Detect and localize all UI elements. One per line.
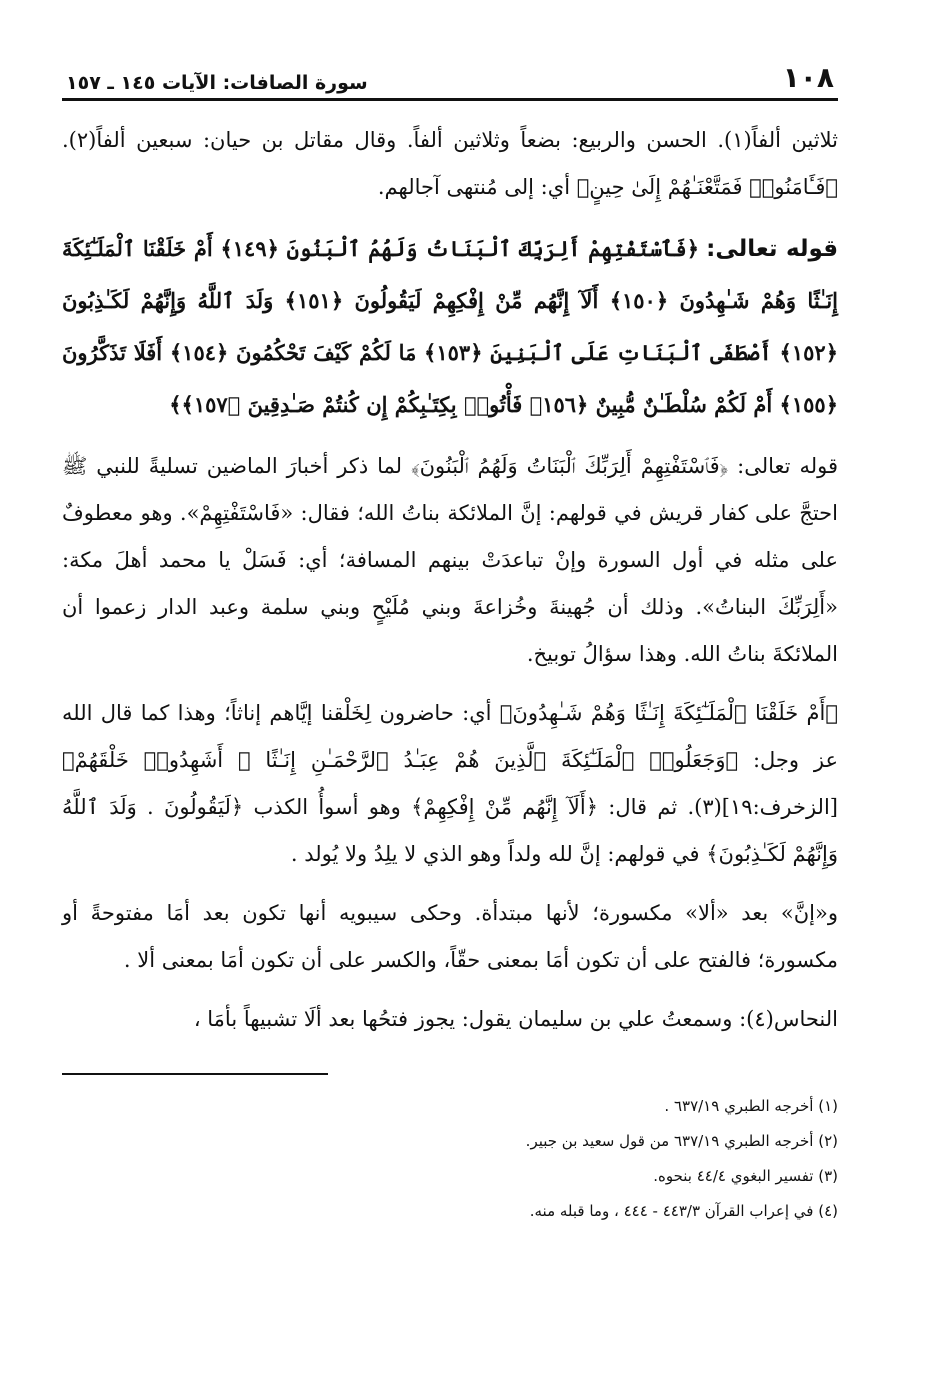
footnote-4: (٤) في إعراب القرآن ٤٤٣/٣ - ٤٤٤ ، وما قبله منه. [529, 1202, 838, 1220]
footnote-2: (٢) أخرجه الطبري ٦٣٧/١٩ من قول سعيد بن جبير. [525, 1132, 838, 1150]
running-title: سورة الصافات: الآيات ١٤٥ ـ ١٥٧ [66, 72, 368, 94]
footnotes [62, 1089, 838, 1229]
commentary-paragraph-2: ﴿أَمْ خَلَقْنَا ٱلْمَلَـٰٓئِكَةَ إِنَـٰثًا وَهُمْ شَـٰهِدُونَ﴾ أي: حاضرون لِخَلْقنا إيَّاهم إناثاً؛ وهذا كما قال الله عز وجل: ﴿وَجَعَلُوا۟ ٱلْمَلَـٰٓئِكَةَ ٱلَّذِينَ هُمْ عِبَـٰدُ ٱلرَّحْمَـٰنِ إِنَـٰثًا ۚ أَشَهِدُوا۟ خَلْقَهُمْ﴾ [الزخرف:١٩](٣). ثم قال: ﴿أَلَآ إِنَّهُم مِّنْ إِفْكِهِمْ﴾ وهو أسوأُ الكذب ﴿لَيَقُولُونَ . وَلَدَ ٱللَّهُ وَإِنَّهُمْ لَكَـٰذِبُونَ﴾ في قولهم: إنَّ لله ولداً وهو الذي لا يلِدُ ولا يُولد . [62, 701, 838, 866]
commentary-paragraph-4: النحاس(٤): وسمعتُ علي بن سليمان يقول: يجوز فتحُها بعد ألَا تشبيهاً بأمَا ، [193, 1007, 838, 1031]
intro-paragraph: ثلاثين ألفاً(١). الحسن والربيع: بضعاً وثلاثين ألفاً. وقال مقاتل بن حيان: سبعين ألفاً(٢). ﴿فَـَٔامَنُوا۟ فَمَتَّعْنَـٰهُمْ إِلَىٰ حِينٍ﴾ أي: إلى مُنتهى آجالهم. [62, 128, 838, 199]
footnote-separator [62, 1073, 328, 1075]
page-number: ١٠٨ [782, 61, 834, 94]
book-page [62, 56, 838, 1229]
commentary-paragraph-3: و«إنَّ» بعد «ألا» مكسورة؛ لأنها مبتدأة. وحكى سيبويه أنها تكون بعد أمَا مفتوحةً أو مكسورة؛ فالفتح على أن تكون أمَا بمعنى حقّاً، والكسر على أن تكون أمَا بمعنى ألا . [62, 901, 838, 972]
footnote-1: (١) أخرجه الطبري ٦٣٧/١٩ . [664, 1097, 838, 1115]
quran-verses: ﴿فَٱسْتَفْتِهِمْ أَلِرَبِّكَ ٱلْبَنَاتُ وَلَهُمُ ٱلْبَنُونَ ﴿١٤٩﴾ أَمْ خَلَقْنَا ٱلْمَلَـٰٓئِكَةَ إِنَـٰثًا وَهُمْ شَـٰهِدُونَ ﴿١٥٠﴾ أَلَآ إِنَّهُم مِّنْ إِفْكِهِمْ لَيَقُولُونَ ﴿١٥١﴾ وَلَدَ ٱللَّهُ وَإِنَّهُمْ لَكَـٰذِبُونَ ﴿١٥٢﴾ أَصْطَفَى ٱلْبَنَاتِ عَلَى ٱلْبَنِينَ ﴿١٥٣﴾ مَا لَكُمْ كَيْفَ تَحْكُمُونَ ﴿١٥٤﴾ أَفَلَا تَذَكَّرُونَ ﴿١٥٥﴾ أَمْ لَكُمْ سُلْطَـٰنٌ مُّبِينٌ ﴿١٥٦﴾ فَأْتُوا۟ بِكِتَـٰبِكُمْ إِن كُنتُمْ صَـٰدِقِينَ ﴿١٥٧﴾﴾ [62, 236, 839, 417]
footnote-3: (٣) تفسير البغوي ٤٤/٤ بنحوه. [653, 1167, 838, 1185]
verses-lead: قوله تعالى: [706, 236, 839, 262]
page-header [62, 56, 838, 101]
quran-verses-block [62, 223, 838, 431]
commentary-paragraph-1: قوله تعالى: ﴿فَٱسْتَفْتِهِمْ أَلِرَبِّكَ ٱلْبَنَاتُ وَلَهُمُ ٱلْبَنُونَ﴾ لما ذكر أخبارَ الماضين تسليةً للنبي ﷺ احتجَّ على كفار قريش في قولهم: إنَّ الملائكة بناتُ الله؛ فقال: «فَاسْتَفْتِهِمْ». وهو معطوفٌ على مثله في أول السورة وإنْ تباعدَتْ بينهم المسافة؛ أي: فَسَلْ يا محمد أهلَ مكة: «أَلِرَبِّكَ البناتُ». وذلك أن جُهينةَ وخُزاعةَ وبني مُلَيْحٍ وبني سلمة وعبد الدار زعموا أن الملائكةَ بناتُ الله. وهذا سؤالُ توبيخ. [62, 454, 838, 666]
